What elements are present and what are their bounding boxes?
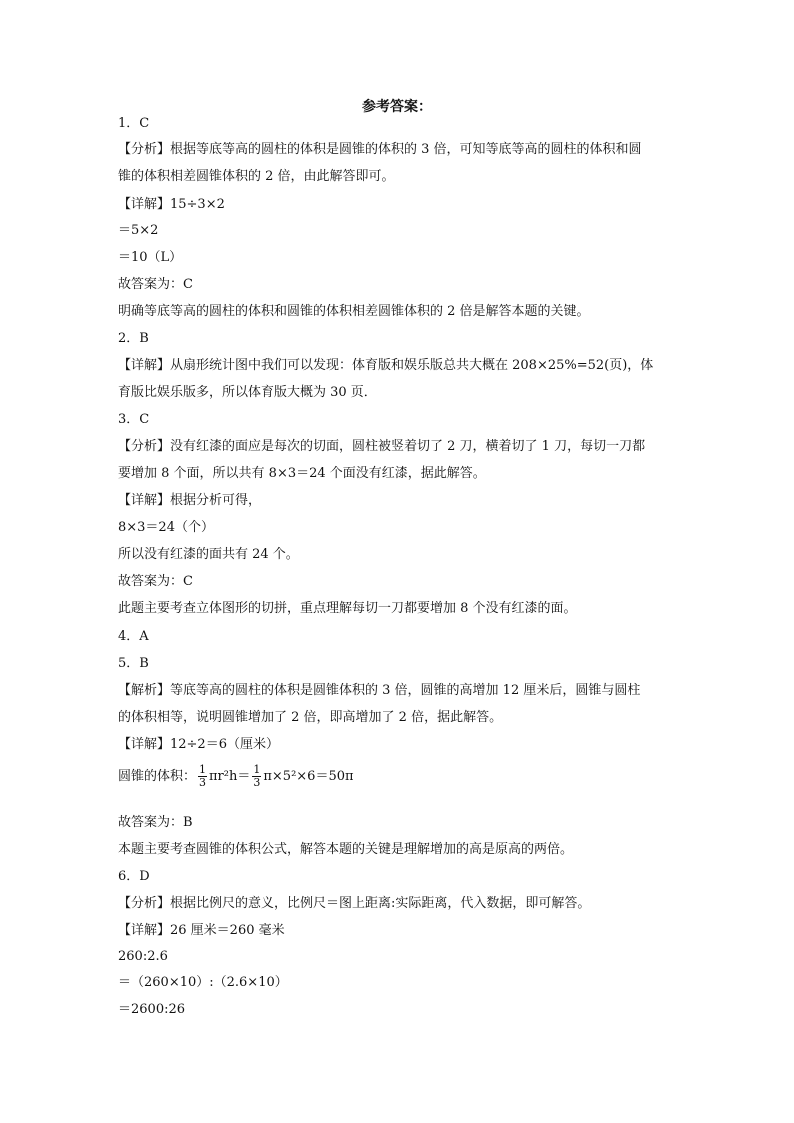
- formula-line: [118, 764, 688, 789]
- formula-part: πr²h＝: [209, 768, 251, 784]
- answer-line: 故答案为：C: [118, 277, 193, 292]
- answer-line: 明确等底等高的圆柱的体积和圆锥的体积相差圆锥体积的 2 倍是解答本题的关键。: [118, 304, 590, 319]
- answer-line: 5．B: [118, 656, 149, 671]
- answer-line: ＝（260×10）:（2.6×10）: [118, 975, 288, 990]
- answer-line: 所以没有红漆的面共有 24 个。: [118, 547, 299, 562]
- answer-line: 2．B: [118, 331, 149, 346]
- answer-line: ＝10（L）: [118, 250, 183, 265]
- answer-line: 育版比娱乐版多，所以体育版大概为 30 页．: [118, 385, 377, 400]
- answer-line: 【详解】12÷2＝6（厘米）: [118, 737, 279, 752]
- fraction-denominator: 3: [199, 776, 207, 789]
- page-title: 参考答案：: [362, 99, 432, 115]
- answer-line: 3．C: [118, 412, 150, 427]
- answer-line: 【解析】等底等高的圆柱的体积是圆锥体积的 3 倍，圆锥的高增加 12 厘米后，圆锥与圆柱: [118, 683, 641, 698]
- answer-line: 4．A: [118, 629, 149, 644]
- answer-line: 【详解】15÷3×2: [118, 197, 225, 212]
- answer-line: 260:2.6: [118, 949, 168, 964]
- answer-line: ＝2600:26: [118, 1002, 186, 1017]
- answer-line: 【详解】从扇形统计图中我们可以发现：体育版和娱乐版总共大概在 208×25%=52(页)，体: [118, 358, 654, 373]
- answer-line: ＝5×2: [118, 223, 159, 238]
- fraction-numerator: 1: [253, 763, 261, 776]
- formula-prefix: 圆锥的体积：: [118, 768, 197, 784]
- answer-line: 【分析】根据等底等高的圆柱的体积是圆锥的体积的 3 倍，可知等底等高的圆柱的体积和圆: [118, 142, 642, 157]
- formula-part: π×5²×6＝50π: [263, 768, 354, 784]
- answer-line: 要增加 8 个面，所以共有 8×3＝24 个面没有红漆，据此解答。: [118, 466, 486, 481]
- answer-line: 故答案为：C: [118, 574, 193, 589]
- answer-line: 【分析】根据比例尺的意义，比例尺＝图上距离:实际距离，代入数据，即可解答。: [118, 896, 591, 911]
- answer-line: 锥的体积相差圆锥体积的 2 倍，由此解答即可。: [118, 169, 395, 184]
- answer-line: 【详解】26 厘米＝260 毫米: [118, 923, 285, 938]
- answer-line: 的体积相等，说明圆锥增加了 2 倍，即高增加了 2 倍，据此解答。: [118, 710, 503, 725]
- answer-line: 【详解】根据分析可得，: [118, 493, 262, 508]
- fraction: [252, 764, 261, 789]
- answer-line: 6．D: [118, 869, 150, 884]
- answer-line: 此题主要考查立体图形的切拼，重点理解每切一刀都要增加 8 个没有红漆的面。: [118, 601, 577, 616]
- fraction-numerator: 1: [199, 763, 207, 776]
- fraction-denominator: 3: [253, 776, 261, 789]
- fraction: [198, 764, 207, 789]
- answer-line: 8×3＝24（个）: [118, 520, 214, 535]
- answer-line: 本题主要考查圆锥的体积公式，解答本题的关键是理解增加的高是原高的两倍。: [118, 842, 574, 857]
- answer-line: 故答案为：B: [118, 815, 193, 830]
- answer-line: 1．C: [118, 116, 150, 131]
- answer-line: 【分析】没有红漆的面应是每次的切面，圆柱被竖着切了 2 刀，横着切了 1 刀，每切一刀都: [118, 439, 646, 454]
